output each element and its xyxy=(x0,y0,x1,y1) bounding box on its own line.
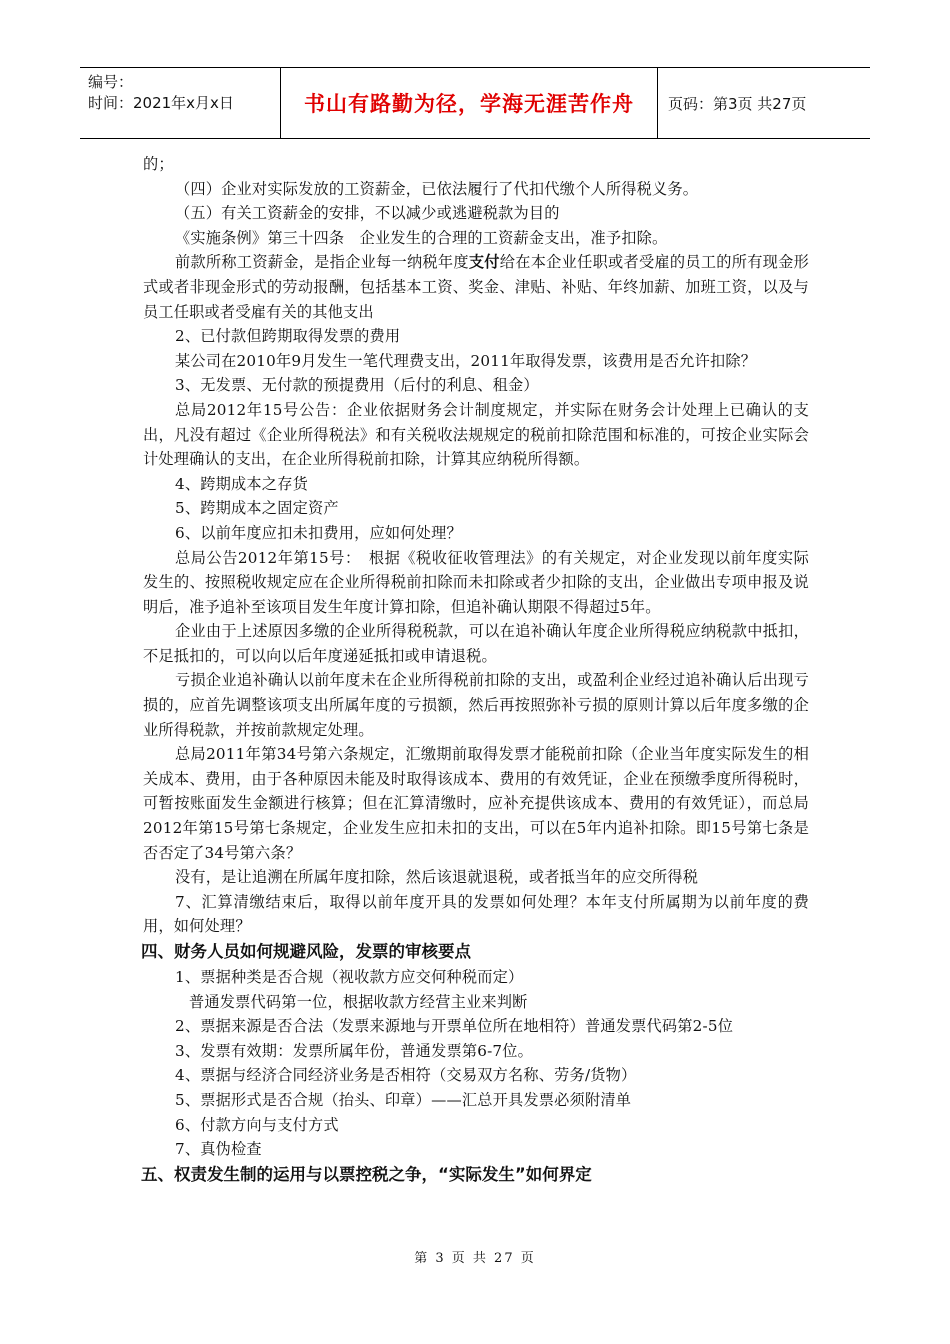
list-item: 3、发票有效期：发票所属年份，普通发票第6-7位。 xyxy=(175,1041,534,1060)
header-motto: 书山有路勤为径，学海无涯苦作舟 xyxy=(280,68,658,138)
paragraph: （四）企业对实际发放的工资薪金，已依法履行了代扣代缴个人所得税义务。 xyxy=(175,179,699,198)
paragraph: 7、汇算清缴结束后，取得以前年度开具的发票如何处理？本年支付所属期为以前年度的费用，如何处理？ xyxy=(143,892,809,936)
time-label: 时间：2021年x月x日 xyxy=(88,94,234,112)
paragraph: 某公司在2010年9月发生一笔代理费支出，2011年取得发票，该费用是否允许扣除？ xyxy=(175,351,757,370)
bold-text-run: 支付 xyxy=(468,253,500,272)
list-item: 2、票据来源是否合法（发票来源地与开票单位所在地相符）普通发票代码第2-5位 xyxy=(175,1017,734,1036)
paragraph: 5、跨期成本之固定资产 xyxy=(175,499,339,518)
section-heading: 四、财务人员如何规避风险，发票的审核要点 xyxy=(141,942,471,961)
document-body xyxy=(143,152,809,1188)
header-page-label: 页码：第3页 共27页 xyxy=(668,94,807,113)
page-header xyxy=(80,67,870,139)
paragraph: 《实施条例》第三十四条 企业发生的合理的工资薪金支出，准予扣除。 xyxy=(175,228,668,247)
text-run: 给在本企业任职或者受雇的员工的所有现金形式或者非现金形式的劳动报酬，包括基本工资、奖金、津贴、补贴、年终加薪、加班工资，以及与员工任职或者受雇有关的其他支出 xyxy=(143,253,810,321)
list-item-note: 普通发票代码第一位，根据收款方经营主业来判断 xyxy=(189,992,528,1011)
paragraph: 2、已付款但跨期取得发票的费用 xyxy=(175,327,401,346)
paragraph: 的； xyxy=(143,155,174,173)
list-item: 4、票据与经济合同经济业务是否相符（交易双方名称、劳务/货物） xyxy=(175,1066,637,1085)
list-item: 6、付款方向与支付方式 xyxy=(175,1115,339,1134)
paragraph: 总局公告2012年第15号： 根据《税收征收管理法》的有关规定，对企业发现以前年度实际发生的、按照税收规定应在企业所得税前扣除而未扣除或者少扣除的支出，企业做出专项申报及说明后，准予追补至该项目发生年度计算扣除，但追补确认期限不得超过5年。 xyxy=(143,548,809,616)
page-footer: 第 3 页 共 27 页 xyxy=(414,1251,536,1266)
list-item: 5、票据形式是否合规（抬头、印章）——汇总开具发票必须附清单 xyxy=(175,1090,632,1109)
header-left-cell xyxy=(80,68,280,138)
paragraph: 6、以前年度应扣未扣费用，应如何处理？ xyxy=(175,523,462,542)
text-run: 前款所称工资薪金，是指企业每一纳税年度 xyxy=(175,253,469,272)
paragraph-wage-definition xyxy=(143,250,809,324)
list-item: 1、票据种类是否合规（视收款方应交何种税而定） xyxy=(175,968,524,986)
paragraph: （五）有关工资薪金的安排，不以减少或逃避税款为目的 xyxy=(175,204,560,223)
list-item: 7、真伪检查 xyxy=(175,1140,262,1159)
paragraph: 亏损企业追补确认以前年度未在企业所得税前扣除的支出，或盈利企业经过追补确认后出现亏损的，应首先调整该项支出所属年度的亏损额，然后再按照弥补亏损的原则计算以后年度多缴的企业所得税款，并按前款规定处理。 xyxy=(143,671,809,739)
paragraph: 总局2011年第34号第六条规定，汇缴期前取得发票才能税前扣除（企业当年度实际发生的相关成本、费用，由于各种原因未能及时取得该成本、费用的有效凭证，企业在预缴季度所得税时，可暂按账面发生金额进行核算；但在汇算清缴时，应补充提供该成本、费用的有效凭证），而总局2012年第15号第七条规定，企业发生应扣未扣的支出，可以在5年内追补扣除。即15号第七条是否否定了34号第六条？ xyxy=(143,745,809,862)
paragraph: 3、无发票、无付款的预提费用（后付的利息、租金） xyxy=(175,376,539,395)
paragraph: 没有，是让追溯在所属年度扣除，然后该退就退税，或者抵当年的应交所得税 xyxy=(175,868,699,887)
paragraph: 企业由于上述原因多缴的企业所得税税款，可以在追补确认年度企业所得税应纳税款中抵扣，不足抵扣的，可以向以后年度递延抵扣或申请退税。 xyxy=(143,622,809,665)
section-heading: 五、权责发生制的运用与以票控税之争，“实际发生”如何界定 xyxy=(141,1164,592,1184)
serial-label: 编号： xyxy=(88,73,134,91)
paragraph: 总局2012年15号公告：企业依据财务会计制度规定，并实际在财务会计处理上已确认的支出，凡没有超过《企业所得税法》和有关税收法规规定的税前扣除范围和标准的，可按企业实际会计处理确认的支出，在企业所得税前扣除，计算其应纳税所得额。 xyxy=(143,400,809,469)
paragraph: 4、跨期成本之存货 xyxy=(175,474,308,493)
